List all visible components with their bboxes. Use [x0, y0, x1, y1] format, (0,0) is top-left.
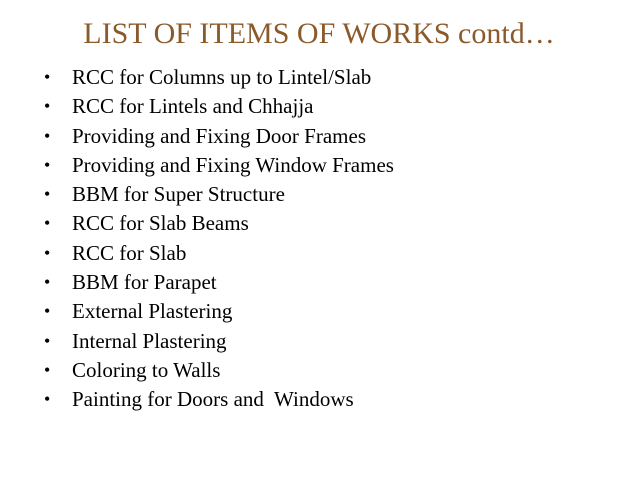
list-item-label: External Plastering: [72, 299, 233, 324]
bullet-icon: •: [44, 242, 51, 263]
bullet-icon: •: [44, 359, 51, 380]
list-item-label: RCC for Slab: [72, 240, 187, 265]
list-item-label: Internal Plastering: [72, 328, 227, 353]
list-item-label: Painting for Doors and Windows: [72, 387, 354, 412]
list-item-label: RCC for Slab Beams: [72, 211, 249, 236]
slide-title: LIST OF ITEMS OF WORKS contd…: [83, 17, 555, 50]
list-item-label: RCC for Columns up to Lintel/Slab: [72, 65, 372, 89]
list-item-label: Providing and Fixing Window Frames: [72, 152, 394, 177]
bullet-icon: •: [44, 301, 51, 322]
bullet-icon: •: [44, 213, 51, 234]
bullet-icon: •: [44, 96, 51, 117]
bullet-icon: •: [44, 184, 51, 205]
list-item-label: Providing and Fixing Door Frames: [72, 123, 366, 148]
list-item-label: BBM for Parapet: [72, 270, 217, 295]
bullet-icon: •: [44, 330, 51, 351]
bullet-icon: •: [44, 389, 51, 410]
bullet-icon: •: [44, 125, 51, 146]
list-item-label: Coloring to Walls: [72, 357, 221, 382]
bullet-icon: •: [44, 154, 51, 175]
list-item-label: RCC for Lintels and Chhajja: [72, 94, 314, 119]
bullet-icon: •: [44, 67, 51, 87]
bullet-icon: •: [44, 272, 51, 293]
list-item-label: BBM for Super Structure: [72, 182, 285, 207]
